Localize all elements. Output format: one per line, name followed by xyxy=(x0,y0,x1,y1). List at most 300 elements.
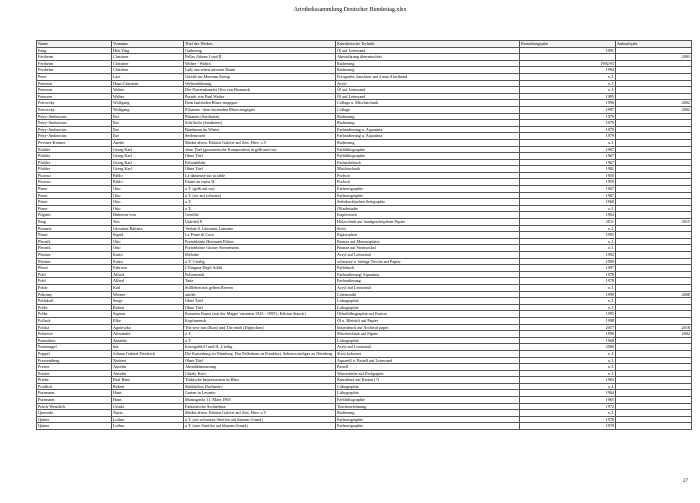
table-row xyxy=(37,133,692,140)
table-row xyxy=(37,324,692,331)
column-header-technik: Künstlerische Technik xyxy=(336,41,520,48)
cell-ankaufsjahr: 2002 xyxy=(616,100,692,107)
cell-titel: Woher - Wohin xyxy=(184,60,336,67)
cell-name: Pfahler xyxy=(37,153,112,160)
table-row xyxy=(37,331,692,338)
cell-name: Piene xyxy=(37,186,112,193)
cell-titel: Laßt uns retten unseren Baum xyxy=(184,67,336,74)
cell-technik: Aquarell u. Pastell auf Leinwand xyxy=(336,357,520,364)
cell-vorname: Serge xyxy=(112,298,184,305)
cell-name: Piene xyxy=(37,199,112,206)
table-body xyxy=(37,47,692,429)
cell-vorname: Norbert xyxy=(112,357,184,364)
table-row xyxy=(37,153,692,160)
cell-entstehungsjahr: 2011 xyxy=(520,219,616,226)
cell-entstehungsjahr: 1970 xyxy=(520,416,616,423)
cell-name: Petersen xyxy=(37,93,112,100)
cell-ankaufsjahr xyxy=(616,67,692,74)
cell-ankaufsjahr xyxy=(616,159,692,166)
cell-name: Purrmann xyxy=(37,390,112,397)
table-row xyxy=(37,252,692,259)
cell-ankaufsjahr xyxy=(616,73,692,80)
table-row xyxy=(37,370,692,377)
cell-titel: Seelenrosen xyxy=(184,133,336,140)
cell-entstehungsjahr: o.J. xyxy=(520,205,616,212)
cell-ankaufsjahr xyxy=(616,139,692,146)
cell-ankaufsjahr xyxy=(616,390,692,397)
cell-name: Pevsner-Krämer xyxy=(37,139,112,146)
cell-entstehungsjahr: 1967 xyxy=(520,153,616,160)
cell-entstehungsjahr: 1995 xyxy=(520,311,616,318)
cell-titel: Der Fürstenkanzler Otto von Bismarck xyxy=(184,87,336,94)
cell-titel: Türkische Impressionen in Blau xyxy=(184,377,336,384)
cell-titel: Porträtbüste Gustav Stresemann xyxy=(184,245,336,252)
cell-vorname: Otto xyxy=(112,192,184,199)
cell-entstehungsjahr: o.J. xyxy=(520,383,616,390)
cell-technik: Bronze auf Marmorplatte xyxy=(336,238,520,245)
cell-name: Pohl xyxy=(37,271,112,278)
cell-vorname: Karl xyxy=(112,284,184,291)
cell-entstehungsjahr: 1991 xyxy=(520,47,616,54)
cell-ankaufsjahr xyxy=(616,179,692,186)
cell-vorname: Otto xyxy=(112,199,184,206)
cell-titel: o.T. (rot auf schwarz) xyxy=(184,192,336,199)
cell-entstehungsjahr: 1994 xyxy=(520,67,616,74)
cell-titel: Garten in Levanto xyxy=(184,390,336,397)
cell-entstehungsjahr: 1967 xyxy=(520,146,616,153)
cell-entstehungsjahr: 1979 xyxy=(520,133,616,140)
cell-entstehungsjahr: o.J. xyxy=(520,139,616,146)
cell-entstehungsjahr: 1997 xyxy=(520,106,616,113)
table-row xyxy=(37,166,692,173)
cell-ankaufsjahr xyxy=(616,225,692,232)
cell-entstehungsjahr: o.J. xyxy=(520,350,616,357)
cell-vorname: Hans xyxy=(112,397,184,404)
cell-name: Picasso xyxy=(37,179,112,186)
cell-titel: Medea altera. Edition Galerie auf Zeit. Hier: o.T. xyxy=(184,410,336,417)
cell-vorname: Elke xyxy=(112,317,184,324)
table-row xyxy=(37,317,692,324)
cell-ankaufsjahr xyxy=(616,172,692,179)
table-row xyxy=(37,284,692,291)
cell-name: Pfahler xyxy=(37,146,112,153)
table-row xyxy=(37,73,692,80)
cell-vorname: Alexander xyxy=(112,331,184,338)
cell-titel: The new sun (Ikon) und The earth (Diptychon) xyxy=(184,324,336,331)
cell-entstehungsjahr: o.J. xyxy=(520,357,616,364)
cell-technik: Inkjetdruck auf Archival paper xyxy=(336,324,520,331)
cell-technik: Acryl auf Leinwand xyxy=(336,252,520,259)
cell-entstehungsjahr xyxy=(520,54,616,61)
cell-ankaufsjahr xyxy=(616,410,692,417)
cell-vorname: Ursula xyxy=(112,403,184,410)
cell-titel: Giraffe im Museum König xyxy=(184,73,336,80)
table-row xyxy=(37,126,692,133)
cell-technik: Kunstharz auf Karton (?) xyxy=(336,377,520,384)
cell-technik: Farbserigraphie xyxy=(336,416,520,423)
table-row xyxy=(37,67,692,74)
cell-technik: Mischtechnik auf Papier xyxy=(336,331,520,338)
cell-ankaufsjahr xyxy=(616,199,692,206)
cell-entstehungsjahr: o.J. xyxy=(520,304,616,311)
cell-titel: auf/ab xyxy=(184,291,336,298)
cell-technik: Pochoir xyxy=(336,172,520,179)
cell-name: Fertheim xyxy=(37,60,112,67)
cell-vorname: Ton xyxy=(112,219,184,226)
table-row xyxy=(37,291,692,298)
table-header-row xyxy=(37,41,692,48)
cell-vorname: Hoh Ying xyxy=(112,47,184,54)
cell-technik: Pastell xyxy=(336,364,520,371)
cell-titel: Le Ponte di Cavo xyxy=(184,232,336,239)
table-row xyxy=(37,311,692,318)
cell-vorname: Lothar xyxy=(112,416,184,423)
cell-entstehungsjahr: 1981 xyxy=(520,166,616,173)
cell-entstehungsjahr: 1967 xyxy=(520,159,616,166)
cell-name: Purrmann xyxy=(37,397,112,404)
cell-titel: Fantastische Architektur xyxy=(184,403,336,410)
cell-vorname: Christine xyxy=(112,67,184,74)
cell-titel: o.T. xyxy=(184,199,336,206)
cell-technik: Lithographie xyxy=(336,337,520,344)
cell-titel: Felsenstadt xyxy=(184,271,336,278)
cell-name: Pohl xyxy=(37,278,112,285)
cell-name: Piene xyxy=(37,192,112,199)
cell-name: Petrovsky xyxy=(37,106,112,113)
cell-entstehungsjahr: 1968 xyxy=(520,199,616,206)
table-row xyxy=(37,416,692,423)
cell-ankaufsjahr xyxy=(616,192,692,199)
table-row xyxy=(37,258,692,265)
cell-name: Petry-Ambrosius xyxy=(37,113,112,120)
cell-titel: Abenddämmerung xyxy=(184,364,336,371)
table-row xyxy=(37,93,692,100)
cell-vorname: Johann Gabriel Friedrich xyxy=(112,350,184,357)
cell-technik: schwarze u. farbige Tusche auf Papier xyxy=(336,258,520,265)
table-row xyxy=(37,344,692,351)
cell-ankaufsjahr: 2002 xyxy=(616,331,692,338)
cell-name: Picasso xyxy=(37,172,112,179)
cell-entstehungsjahr: o.J. xyxy=(520,73,616,80)
table-row xyxy=(37,410,692,417)
cell-vorname: Otto xyxy=(112,205,184,212)
cell-ankaufsjahr xyxy=(616,80,692,87)
cell-ankaufsjahr xyxy=(616,337,692,344)
cell-titel: Städtisches Dorfmotiv xyxy=(184,383,336,390)
cell-titel: o.T. xyxy=(184,337,336,344)
cell-technik: Mischtechnik xyxy=(336,166,520,173)
cell-technik: Radierung xyxy=(336,67,520,74)
cell-technik: Cortenstahl xyxy=(336,291,520,298)
cell-ankaufsjahr: 2018 xyxy=(616,324,692,331)
cell-vorname: Otto xyxy=(112,238,184,245)
table-row xyxy=(37,186,692,193)
table-row xyxy=(37,265,692,272)
cell-vorname: Pablo xyxy=(112,179,184,186)
cell-ankaufsjahr xyxy=(616,113,692,120)
cell-name: Polsterer xyxy=(37,331,112,338)
cell-technik: Farbsiebdruck xyxy=(336,159,520,166)
cell-titel: Porträt von Paul Walter xyxy=(184,93,336,100)
cell-titel: Pellas Athene I und II xyxy=(184,54,336,61)
cell-entstehungsjahr: 1965 xyxy=(520,397,616,404)
artworks-table xyxy=(36,40,692,430)
cell-entstehungsjahr: 1967 xyxy=(520,186,616,193)
cell-name: Polke xyxy=(37,311,112,318)
cell-entstehungsjahr: 1979 xyxy=(520,126,616,133)
cell-entstehungsjahr: o.J. xyxy=(520,245,616,252)
cell-titel: Ohne Titel xyxy=(184,166,336,173)
cell-technik: Öl u. Bleistift auf Papier xyxy=(336,317,520,324)
cell-entstehungsjahr: 1959 xyxy=(520,179,616,186)
table-row xyxy=(37,383,692,390)
cell-technik: Wasserfarbe auf Packpapier xyxy=(336,370,520,377)
cell-titel: Pflanzen - dem laufenden Blues entgegen xyxy=(184,106,336,113)
cell-name: Pilgrim xyxy=(37,212,112,219)
cell-vorname: Agnieszka xyxy=(112,324,184,331)
cell-ankaufsjahr xyxy=(616,212,692,219)
page-number: 27 xyxy=(683,479,688,484)
table-row xyxy=(37,146,692,153)
table-row xyxy=(37,106,692,113)
cell-vorname: Nuria xyxy=(112,410,184,417)
cell-name: Piene xyxy=(37,205,112,212)
cell-vorname: Otto xyxy=(112,186,184,193)
cell-vorname: Paul Hans xyxy=(112,377,184,384)
cell-entstehungsjahr: o.J. xyxy=(520,284,616,291)
cell-vorname: Fabrizio xyxy=(112,265,184,272)
cell-entstehungsjahr: 1992/93 xyxy=(520,60,616,67)
cell-entstehungsjahr: 2000 xyxy=(520,344,616,351)
table-row xyxy=(37,159,692,166)
cell-name: Pokorny xyxy=(37,291,112,298)
table-row xyxy=(37,357,692,364)
table-row xyxy=(37,120,692,127)
cell-entstehungsjahr: o.J. xyxy=(520,298,616,305)
cell-ankaufsjahr xyxy=(616,133,692,140)
cell-vorname: Otto xyxy=(112,245,184,252)
cell-titel: Gathering xyxy=(184,47,336,54)
cell-ankaufsjahr xyxy=(616,383,692,390)
cell-name: Prester xyxy=(37,370,112,377)
cell-ankaufsjahr xyxy=(616,120,692,127)
cell-technik: Farbserigraphie xyxy=(336,423,520,430)
cell-name: Prester xyxy=(37,364,112,371)
cell-name: Plecnik xyxy=(37,245,112,252)
column-header-entstehungsjahr: Entstehungsjahr xyxy=(520,41,616,48)
cell-titel: Porträtbüste Hermann Ehlers xyxy=(184,238,336,245)
cell-vorname: Pablo xyxy=(112,172,184,179)
cell-titel: Platanen (Sardinien) xyxy=(184,113,336,120)
cell-technik: Farblithographie xyxy=(336,153,520,160)
cell-technik: Radierung xyxy=(336,60,520,67)
cell-ankaufsjahr xyxy=(616,350,692,357)
cell-vorname: Alfred xyxy=(112,271,184,278)
cell-technik: Collage xyxy=(336,106,520,113)
table-row xyxy=(37,87,692,94)
cell-technik: Öl auf Leinwand xyxy=(336,87,520,94)
cell-vorname: Hans-Christian xyxy=(112,80,184,87)
cell-vorname: Georg Karl xyxy=(112,153,184,160)
cell-technik: Fotografie, kaschiert auf 4 mm Alucibond xyxy=(336,73,520,80)
cell-technik: Lithographie xyxy=(336,390,520,397)
cell-vorname: Georg Karl xyxy=(112,166,184,173)
cell-entstehungsjahr: 1996 xyxy=(520,100,616,107)
table-row xyxy=(37,54,692,61)
cell-name: Pitzer xyxy=(37,232,112,239)
cell-titel: Montagnola 11. März 1965 xyxy=(184,397,336,404)
cell-titel: o.T. (rote Streifen auf blauem Grund) xyxy=(184,423,336,430)
cell-technik: Radierung xyxy=(336,139,520,146)
table-row xyxy=(37,113,692,120)
cell-name: Plenker xyxy=(37,258,112,265)
cell-name: Fertheim xyxy=(37,67,112,74)
cell-titel: Entartete Kunst (aus der Mappe 'erinnern 1945 - 1995'); Edition Staeck) xyxy=(184,311,336,318)
cell-ankaufsjahr xyxy=(616,416,692,423)
cell-vorname: Anette xyxy=(112,139,184,146)
cell-name: Petry-Ambrosius xyxy=(37,126,112,133)
cell-entstehungsjahr: 1970 xyxy=(520,423,616,430)
cell-titel: Geröller xyxy=(184,212,336,219)
cell-entstehungsjahr: 1965 xyxy=(520,377,616,384)
cell-technik: Farbdruck xyxy=(336,265,520,272)
cell-technik: Siebdruckfarben Serigraphie xyxy=(336,199,520,206)
cell-name: Petrovsky xyxy=(37,100,112,107)
table-row xyxy=(37,245,692,252)
cell-name: Pusch-Wenzlich xyxy=(37,403,112,410)
cell-entstehungsjahr: o.J. xyxy=(520,80,616,87)
cell-technik: Radierung xyxy=(336,113,520,120)
table-row xyxy=(37,212,692,219)
cell-titel: Stillleben mit gelben Beeren xyxy=(184,284,336,291)
cell-name: Polska xyxy=(37,324,112,331)
cell-vorname: Walter xyxy=(112,87,184,94)
table-row xyxy=(37,364,692,371)
cell-technik: Atmosfärung übermischtet xyxy=(336,54,520,61)
table-row xyxy=(37,397,692,404)
cell-name: Polke xyxy=(37,304,112,311)
cell-vorname: Christine xyxy=(112,54,184,61)
cell-titel: Schilfrohr (Sardinien) xyxy=(184,120,336,127)
table-row xyxy=(37,179,692,186)
cell-vorname: Ilse xyxy=(112,126,184,133)
cell-titel: L'Enigma Degli Addii xyxy=(184,265,336,272)
cell-ankaufsjahr xyxy=(616,258,692,265)
cell-titel: ohne Titel (geometrische Komposition in gelb und rot) xyxy=(184,146,336,153)
cell-technik: Öl auf Leinwand xyxy=(336,93,520,100)
cell-ankaufsjahr xyxy=(616,304,692,311)
cell-vorname: Georg Karl xyxy=(112,146,184,153)
cell-vorname: Karin xyxy=(112,252,184,259)
cell-titel: o.T. xyxy=(184,205,336,212)
cell-titel: Tanz xyxy=(184,278,336,285)
cell-ankaufsjahr xyxy=(616,93,692,100)
cell-name: Prudlich xyxy=(37,383,112,390)
cell-ankaufsjahr: 2008 xyxy=(616,291,692,298)
cell-name: Petry-Ambrosius xyxy=(37,120,112,127)
cell-name: Quinte xyxy=(37,423,112,430)
table-row xyxy=(37,304,692,311)
cell-name: Pontenagel xyxy=(37,344,112,351)
cell-entstehungsjahr: 1978 xyxy=(520,271,616,278)
cell-entstehungsjahr: 1967 xyxy=(520,192,616,199)
cell-ankaufsjahr xyxy=(616,186,692,193)
cell-ankaufsjahr xyxy=(616,284,692,291)
cell-entstehungsjahr: 1989 xyxy=(520,258,616,265)
cell-technik: Stich koloriert xyxy=(336,350,520,357)
cell-ankaufsjahr xyxy=(616,344,692,351)
cell-ankaufsjahr xyxy=(616,403,692,410)
cell-entstehungsjahr: o.J. xyxy=(520,225,616,232)
cell-titel: o.T. (gelb auf rot) xyxy=(184,186,336,193)
cell-name: Pomodoro xyxy=(37,337,112,344)
cell-vorname: Christine xyxy=(112,60,184,67)
cell-titel: Ohne Titel xyxy=(184,153,336,160)
cell-ankaufsjahr xyxy=(616,370,692,377)
cell-technik: Farbradierung u. Aquatinta xyxy=(336,126,520,133)
cell-titel: o.T. 3-teilig xyxy=(184,258,336,265)
cell-ankaufsjahr xyxy=(616,205,692,212)
cell-titel: Untitled 8 xyxy=(184,219,336,226)
cell-technik: Tuschezeichnung xyxy=(336,403,520,410)
cell-titel: Cherly Kiwi xyxy=(184,370,336,377)
cell-entstehungsjahr: 1972 xyxy=(520,403,616,410)
table-row xyxy=(37,390,692,397)
table-row xyxy=(37,199,692,206)
cell-entstehungsjahr: o.J. xyxy=(520,410,616,417)
cell-ankaufsjahr xyxy=(616,166,692,173)
column-header-titel: Titel des Werkes xyxy=(184,41,336,48)
cell-entstehungsjahr: 1979 xyxy=(520,113,616,120)
table-row xyxy=(37,205,692,212)
cell-ankaufsjahr xyxy=(616,238,692,245)
cell-name: Pfahler xyxy=(37,166,112,173)
cell-vorname: Lothar xyxy=(112,423,184,430)
cell-titel: La danseuse sur la table xyxy=(184,172,336,179)
cell-ankaufsjahr xyxy=(616,397,692,404)
cell-vorname: Hans xyxy=(112,390,184,397)
table-row xyxy=(37,232,692,239)
cell-titel: o.T. xyxy=(184,331,336,338)
cell-entstehungsjahr: o.J. xyxy=(520,370,616,377)
cell-name: Plenker xyxy=(37,252,112,259)
cell-entstehungsjahr: 1995 xyxy=(520,232,616,239)
cell-technik: Lithographie xyxy=(336,298,520,305)
table-row xyxy=(37,225,692,232)
cell-technik: Kupferstich xyxy=(336,212,520,219)
table-row xyxy=(37,377,692,384)
cell-technik: Farbradierung xyxy=(336,278,520,285)
cell-ankaufsjahr xyxy=(616,87,692,94)
cell-ankaufsjahr xyxy=(616,377,692,384)
cell-name: Ping xyxy=(37,219,112,226)
cell-name: Petersen xyxy=(37,87,112,94)
table-row xyxy=(37,278,692,285)
cell-titel: o.T. (rot-schwarze Streifen auf blauem Grund) xyxy=(184,416,336,423)
table-row xyxy=(37,47,692,54)
cell-entstehungsjahr: 1964 xyxy=(520,390,616,397)
cell-ankaufsjahr xyxy=(616,423,692,430)
cell-vorname: Sigmar xyxy=(112,311,184,318)
cell-technik: Pochoir xyxy=(336,179,520,186)
cell-vorname: Ingrid xyxy=(112,232,184,239)
cell-name: Pfahler xyxy=(37,159,112,166)
cell-vorname: Giovanni Battista xyxy=(112,225,184,232)
cell-technik: Farbserigraphie xyxy=(336,192,520,199)
cell-vorname: Anselm xyxy=(112,364,184,371)
cell-entstehungsjahr: 1992 xyxy=(520,252,616,259)
cell-name: Petry-Ambrosius xyxy=(37,133,112,140)
